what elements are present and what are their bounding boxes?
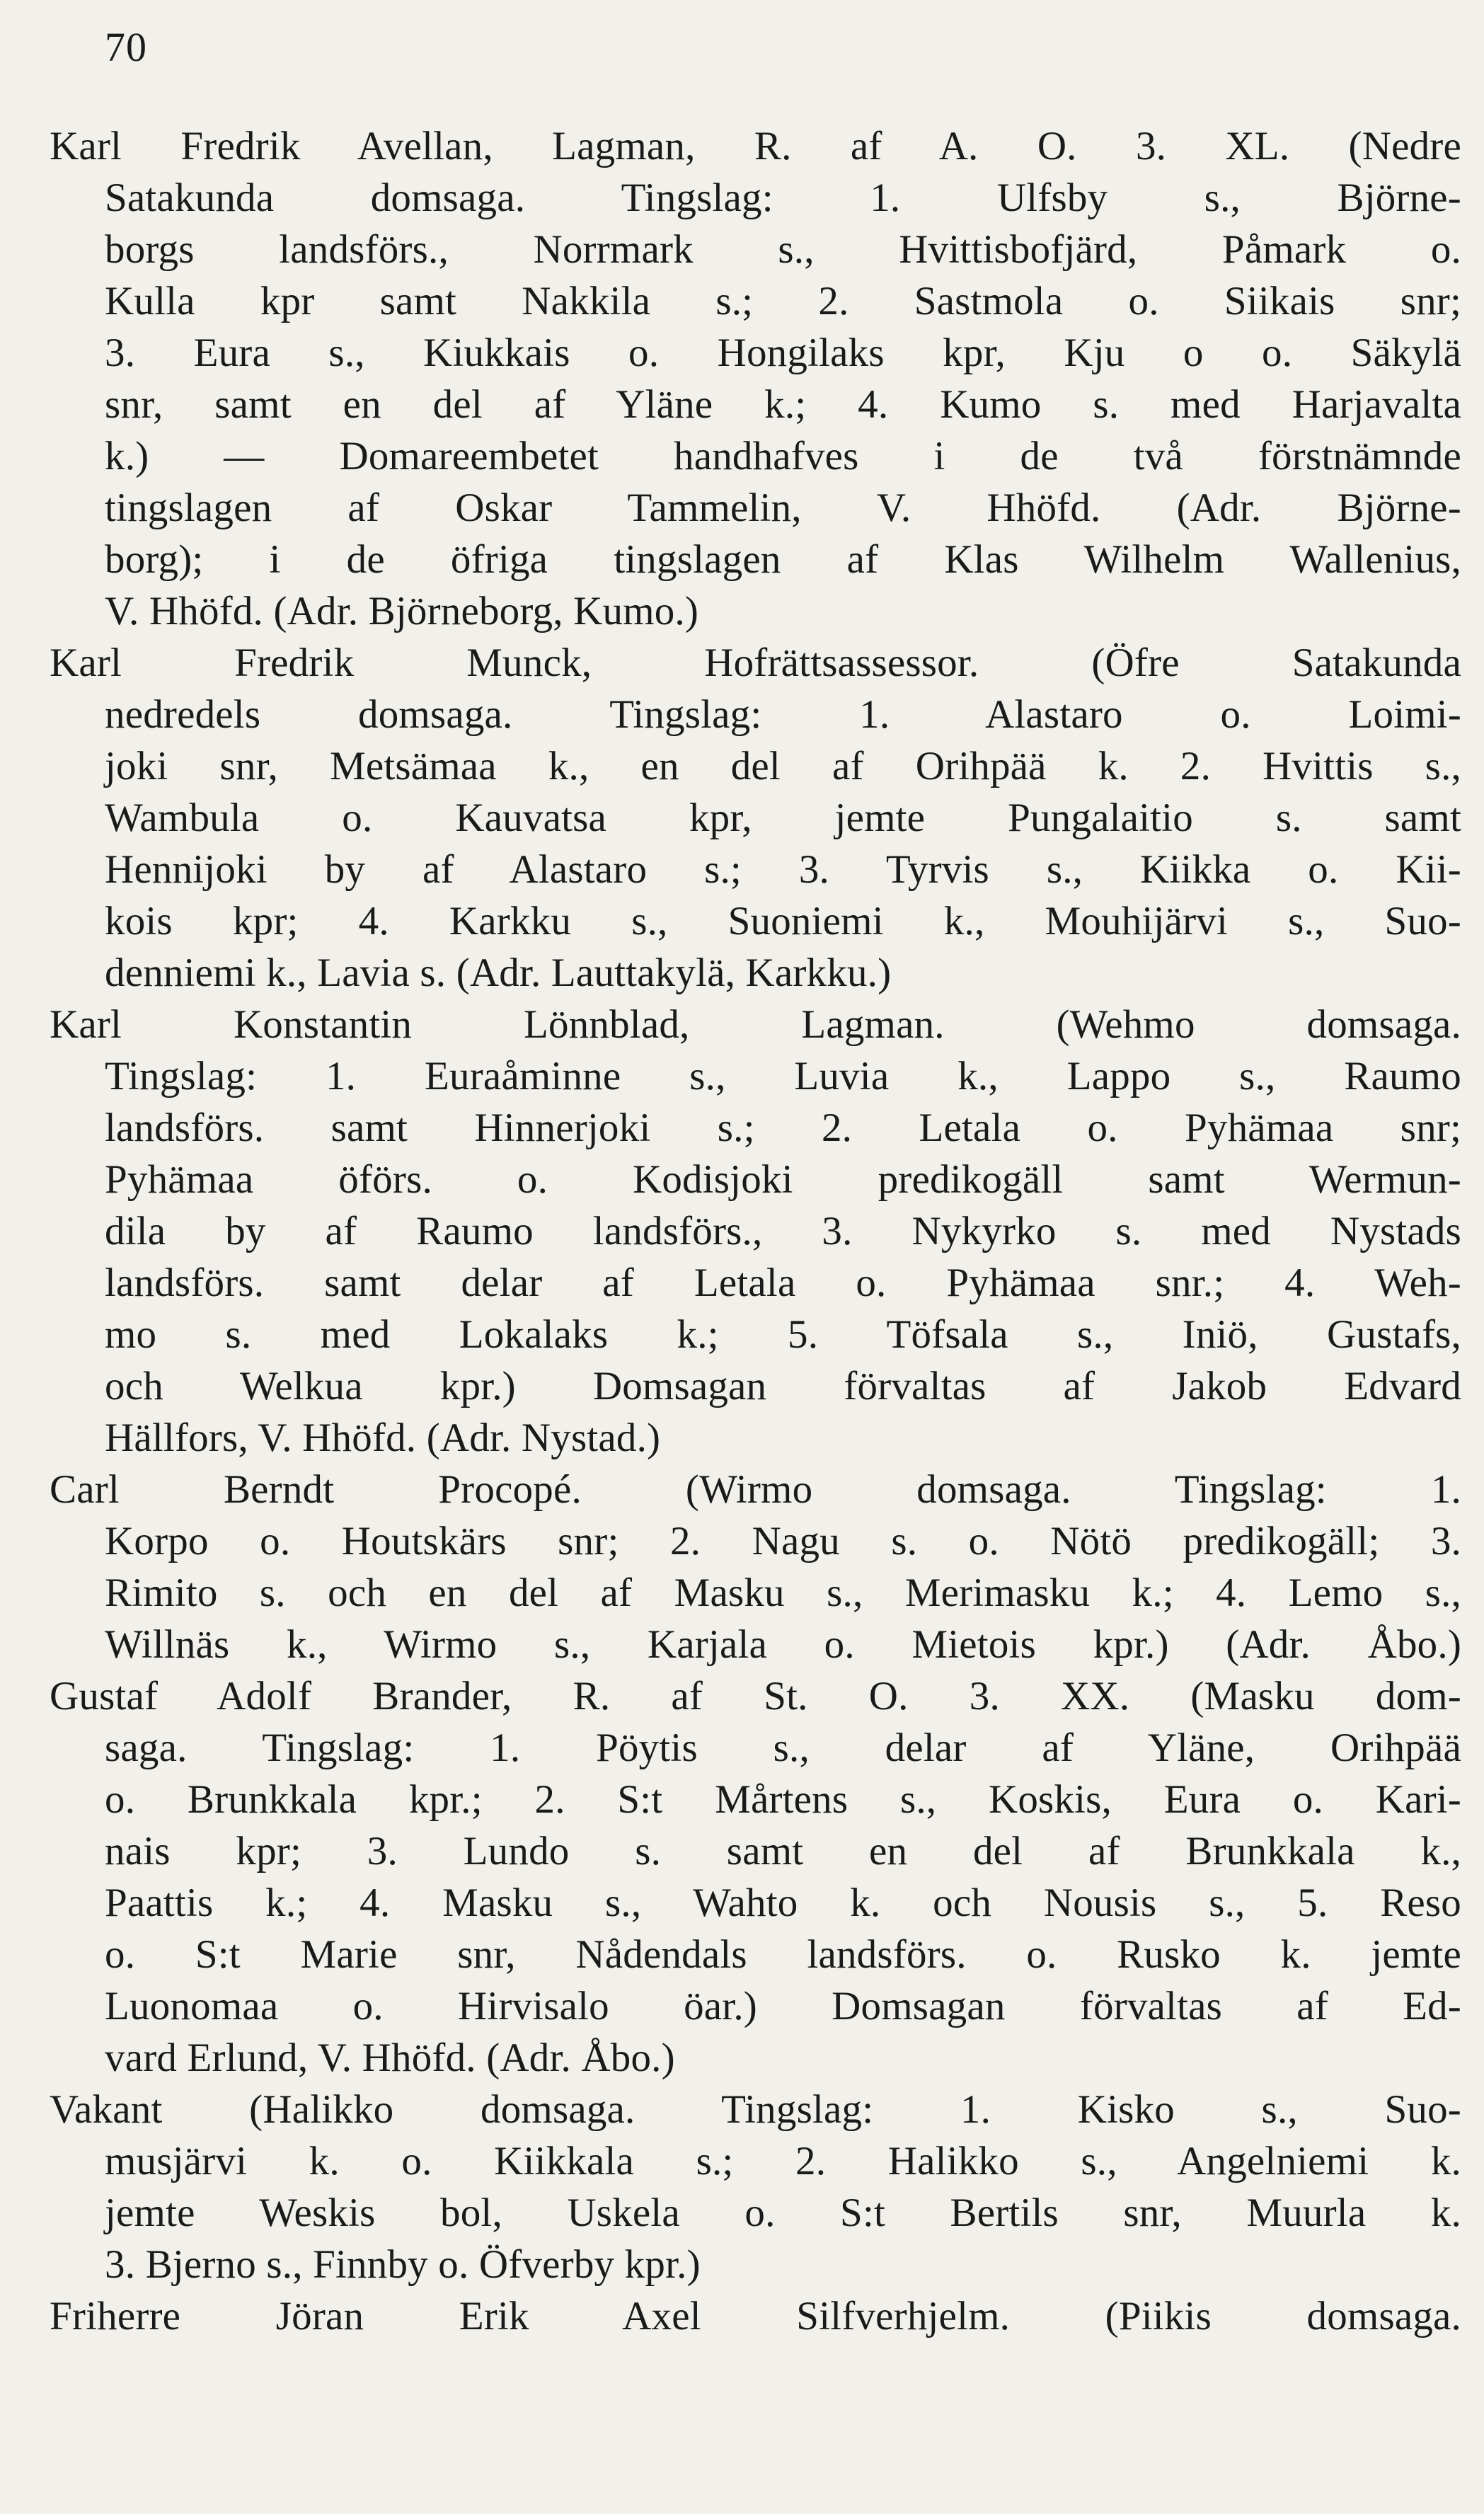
entry-avellan: [50, 120, 1461, 637]
page-number: 70: [105, 24, 147, 70]
text-line: Pyhämaa öförs. o. Kodisjoki predikogäll samt Wermun-: [105, 1157, 1461, 1202]
text-line: 3. Bjerno s., Finnby o. Öfverby kpr.): [105, 2242, 701, 2287]
text-line: Karl Konstantin Lönnblad, Lagman. (Wehmo domsaga.: [50, 1002, 1461, 1047]
entry-lonnblad: [50, 999, 1461, 1464]
text-line: denniemi k., Lavia s. (Adr. Lauttakylä, Karkku.): [105, 951, 892, 995]
text-line: Karl Fredrik Avellan, Lagman, R. af A. O. 3. XL. (Nedre: [50, 124, 1461, 168]
text-line: Hennijoki by af Alastaro s.; 3. Tyrvis s., Kiikka o. Kii-: [105, 847, 1461, 892]
text-line: Vakant (Halikko domsaga. Tingslag: 1. Kisko s., Suo-: [50, 2087, 1461, 2132]
text-line: och Welkua kpr.) Domsagan förvaltas af Jakob Edvard: [105, 1364, 1461, 1408]
text-line: saga. Tingslag: 1. Pöytis s., delar af Yläne, Orihpää: [105, 1726, 1461, 1770]
text-line: snr, samt en del af Yläne k.; 4. Kumo s. med Harjavalta: [105, 382, 1461, 427]
text-line: Satakunda domsaga. Tingslag: 1. Ulfsby s., Björne-: [105, 176, 1461, 220]
text-line: vard Erlund, V. Hhöfd. (Adr. Åbo.): [105, 2036, 675, 2080]
entry-vakant: [50, 2084, 1461, 2290]
text-line: Hällfors, V. Hhöfd. (Adr. Nystad.): [105, 1416, 661, 1460]
text-line: Tingslag: 1. Euraåminne s., Luvia k., Lappo s., Raumo: [105, 1054, 1461, 1098]
text-line: Rimito s. och en del af Masku s., Merimasku k.; 4. Lemo s.,: [105, 1571, 1461, 1615]
text-line: Paattis k.; 4. Masku s., Wahto k. och Nousis s., 5. Reso: [105, 1881, 1461, 1925]
entry-brander: [50, 1670, 1461, 2084]
text-line: Luonomaa o. Hirvisalo öar.) Domsagan förvaltas af Ed-: [105, 1984, 1461, 2028]
text-line: tingslagen af Oskar Tammelin, V. Hhöfd. (Adr. Björne-: [105, 486, 1461, 530]
text-line: o. Brunkkala kpr.; 2. S:t Mårtens s., Koskis, Eura o. Kari-: [105, 1777, 1461, 1822]
entry-procope: [50, 1464, 1461, 1670]
text-line: borg); i de öfriga tingslagen af Klas Wilhelm Wallenius,: [105, 537, 1461, 582]
text-line: joki snr, Metsämaa k., en del af Orihpää k. 2. Hvittis s.,: [105, 744, 1461, 788]
text-line: landsförs. samt Hinnerjoki s.; 2. Letala o. Pyhämaa snr;: [105, 1106, 1461, 1150]
text-line: landsförs. samt delar af Letala o. Pyhämaa snr.; 4. Weh-: [105, 1261, 1461, 1305]
text-line: Karl Fredrik Munck, Hofrättsassessor. (Öfre Satakunda: [50, 641, 1461, 685]
text-line: Carl Berndt Procopé. (Wirmo domsaga. Tingslag: 1.: [50, 1467, 1461, 1512]
document-body: [50, 120, 1461, 2342]
text-line: nedredels domsaga. Tingslag: 1. Alastaro o. Loimi-: [105, 692, 1461, 737]
entry-silfverhjelm: [50, 2290, 1461, 2342]
text-line: Kulla kpr samt Nakkila s.; 2. Sastmola o. Siikais snr;: [105, 279, 1461, 323]
text-line: o. S:t Marie snr, Nådendals landsförs. o. Rusko k. jemte: [105, 1932, 1461, 1977]
entry-munck: [50, 637, 1461, 999]
text-line: musjärvi k. o. Kiikkala s.; 2. Halikko s., Angelniemi k.: [105, 2139, 1461, 2183]
text-line: Wambula o. Kauvatsa kpr, jemte Pungalaitio s. samt: [105, 796, 1461, 840]
text-line: V. Hhöfd. (Adr. Björneborg, Kumo.): [105, 589, 699, 633]
text-line: kois kpr; 4. Karkku s., Suoniemi k., Mouhijärvi s., Suo-: [105, 899, 1461, 943]
text-line: Willnäs k., Wirmo s., Karjala o. Mietois kpr.) (Adr. Åbo.): [105, 1622, 1461, 1667]
text-line: borgs landsförs., Norrmark s., Hvittisbofjärd, Påmark o.: [105, 227, 1461, 272]
text-line: Korpo o. Houtskärs snr; 2. Nagu s. o. Nötö predikogäll; 3.: [105, 1519, 1461, 1563]
text-line: Gustaf Adolf Brander, R. af St. O. 3. XX. (Masku dom-: [50, 1674, 1461, 1718]
text-line: 3. Eura s., Kiukkais o. Hongilaks kpr, Kju o o. Säkylä: [105, 331, 1461, 375]
text-line: jemte Weskis bol, Uskela o. S:t Bertils snr, Muurla k.: [105, 2191, 1461, 2235]
text-line: nais kpr; 3. Lundo s. samt en del af Brunkkala k.,: [105, 1829, 1461, 1873]
text-line: k.) — Domareembetet handhafves i de två förstnämnde: [105, 434, 1461, 478]
text-line: Friherre Jöran Erik Axel Silfverhjelm. (Piikis domsaga.: [50, 2294, 1461, 2338]
text-line: dila by af Raumo landsförs., 3. Nykyrko s. med Nystads: [105, 1209, 1461, 1253]
text-line: mo s. med Lokalaks k.; 5. Töfsala s., Iniö, Gustafs,: [105, 1312, 1461, 1357]
